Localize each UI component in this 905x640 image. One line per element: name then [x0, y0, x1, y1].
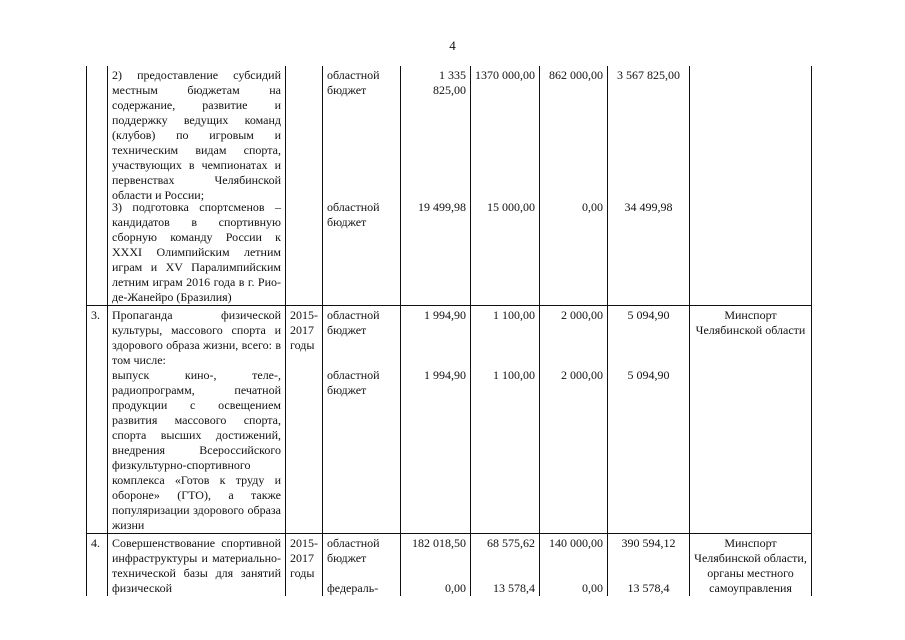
funding-source: областной бюджет федераль-	[323, 534, 401, 597]
table-row	[87, 306, 812, 534]
activity-item: 3) подготовка спортсменов – кандидатов в спортивную сборную команду России к XXXI Олимпийским летним играм и XV Паралимпийским летним играм 2016 года в г. Рио-де-Жанейро (Бразилия)	[112, 200, 281, 304]
page-number: 4	[449, 38, 456, 53]
row-number: 4.	[87, 534, 108, 597]
executor	[690, 66, 812, 306]
amount-2017: 862 000,00 0,00	[540, 66, 608, 306]
amount-2016: 1370 000,00 15 000,00	[471, 66, 540, 306]
activity-item: выпуск кино-, теле-, радиопрограмм, печатной продукции с освещением развития массового спорта, спорта высших достижений, внедрения Всероссийского физкультурно-спортивного комплекса «Готов к труду и обороне» (ГТО), а также популяризации здорового образа жизни	[112, 368, 281, 532]
amount-2015: 182 018,50 0,00	[401, 534, 471, 597]
period: 2015-2017 годы	[286, 534, 323, 597]
amount-2017: 140 000,00 0,00	[540, 534, 608, 597]
funding-source: областной бюджет областной бюджет	[323, 306, 401, 534]
activity-name	[108, 66, 286, 306]
executor: Минспорт Челябинской области	[690, 306, 812, 534]
table-row	[87, 534, 812, 597]
amount-2016: 68 575,62 13 578,4	[471, 534, 540, 597]
activity-item: 2) предоставление субсидий местным бюджетам на содержание, развитие и поддержку ведущих команд (клубов) по игровым и техническим видам спорта, участвующих в чемпионатах и первенствах Челябинской области и России;	[112, 68, 281, 202]
amount-2016: 1 100,00 1 100,00	[471, 306, 540, 534]
amount-total: 390 594,12 13 578,4	[608, 534, 690, 597]
amount-2015: 1 335 825,00 19 499,98	[401, 66, 471, 306]
funding-source: областной бюджет областной бюджет	[323, 66, 401, 306]
period	[286, 66, 323, 306]
budget-table	[86, 66, 812, 596]
amount-total: 3 567 825,00 34 499,98	[608, 66, 690, 306]
amount-2015: 1 994,90 1 994,90	[401, 306, 471, 534]
amount-2017: 2 000,00 2 000,00	[540, 306, 608, 534]
period: 2015-2017 годы	[286, 306, 323, 534]
row-number	[87, 66, 108, 306]
table-row	[87, 66, 812, 306]
activity-name: Совершенствование спортивной инфраструктуры и материально-технической базы для занятий физической	[108, 534, 286, 597]
activity-item: Пропаганда физической культуры, массового спорта и здорового образа жизни, всего: в том числе:	[112, 308, 281, 367]
activity-name	[108, 306, 286, 534]
executor: Минспорт Челябинской области, органы местного самоуправления	[690, 534, 812, 597]
amount-total: 5 094,90 5 094,90	[608, 306, 690, 534]
row-number: 3.	[87, 306, 108, 534]
